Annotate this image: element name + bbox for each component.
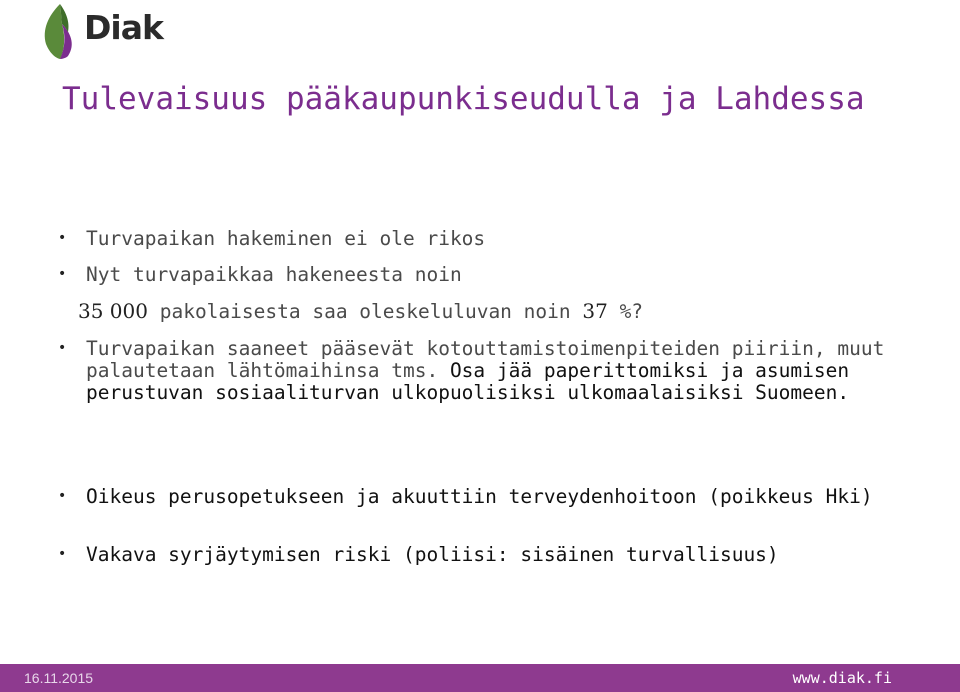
bullet-text (86, 338, 926, 404)
continuation-tail: %? (607, 300, 644, 323)
bullet-icon: • (58, 266, 67, 282)
bullet-text: Nyt turvapaikkaa hakeneesta noin (86, 263, 462, 286)
diak-leaf-icon (40, 2, 82, 60)
bullet-text: Vakava syrjäytymisen riski (poliisi: sisäinen turvallisuus) (86, 543, 779, 566)
continuation-line (78, 300, 938, 323)
bullet-text-dark: Osa jää paperittomiksi ja asumisen perustuvan sosiaaliturvan ulkopuolisiksi ulkomaalaisiksi Suomeen. (86, 359, 861, 404)
footer-date: 16.11.2015 (24, 670, 94, 686)
continuation-text: pakolaisesta saa oleskeluluvan noin (147, 300, 583, 323)
number-percent: 37 (582, 299, 608, 323)
bullet-icon: • (58, 340, 67, 356)
bullet-icon: • (58, 546, 67, 562)
bullet-text: Oikeus perusopetukseen ja akuuttiin terveydenhoitoon (poikkeus Hki) (86, 485, 873, 508)
bullet-icon: • (58, 488, 67, 504)
bullet-text-light: Turvapaikan saaneet pääsevät kotouttamistoimenpiteiden piiriin, muut palautetaan lähtömaihinsa tms. (86, 337, 897, 382)
bullet-icon: • (58, 230, 67, 246)
bullet-text: Turvapaikan hakeminen ei ole rikos (86, 227, 486, 250)
footer-bar (0, 664, 960, 692)
footer-url[interactable]: www.diak.fi (792, 669, 892, 687)
diak-logo (40, 2, 170, 62)
slide-title: Tulevaisuus pääkaupunkiseudulla ja Lahdessa (62, 81, 865, 117)
number-refugees: 35 000 (78, 299, 148, 323)
logo-text: Diak (84, 8, 163, 47)
